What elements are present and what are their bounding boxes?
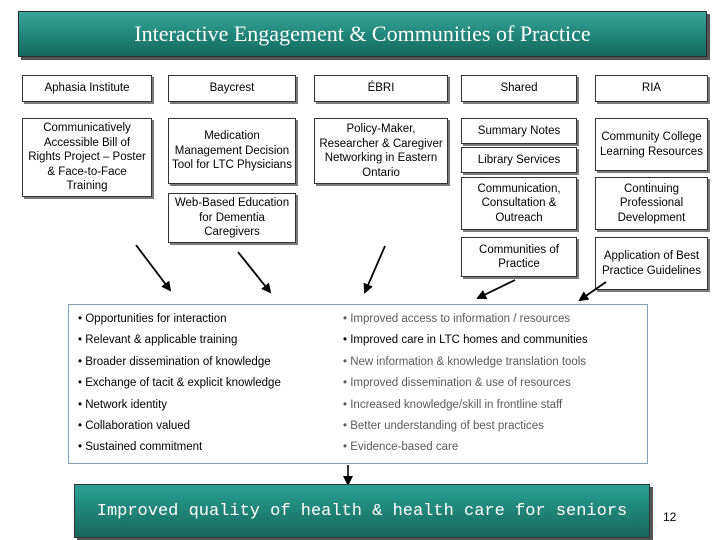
item-policy-networking: Policy-Maker, Researcher & Caregiver Networking in Eastern Ontario: [314, 118, 448, 184]
outcome-left-2: • Relevant & applicable training: [78, 334, 238, 346]
outcome-right-5: • Increased knowledge/skill in frontline staff: [343, 399, 563, 411]
outcome-right-1: • Improved access to information / resources: [343, 313, 571, 325]
arrow-baycrest-to-outcomes: [238, 252, 270, 292]
footer-text: Improved quality of health & health care for seniors: [96, 501, 628, 521]
outcome-left-1: • Opportunities for interaction: [78, 313, 227, 325]
item-dementia-education: Web-Based Education for Dementia Caregivers: [168, 193, 296, 243]
item-medication-tool: Medication Management Decision Tool for LTC Physicians: [168, 118, 296, 184]
arrow-ria-to-outcomes: [580, 282, 606, 300]
page-number: 12: [663, 510, 677, 524]
item-professional-development: Continuing Professional Development: [595, 177, 708, 230]
arrow-aphasia-to-outcomes: [136, 245, 170, 290]
page-title: Interactive Engagement & Communities of Practice: [134, 21, 591, 46]
item-summary-notes: Summary Notes: [461, 118, 577, 144]
header-baycrest: Baycrest: [168, 75, 296, 102]
item-communities-of-practice: Communities of Practice: [461, 237, 577, 277]
header-aphasia-institute: Aphasia Institute: [22, 75, 152, 102]
outcome-right-7: • Evidence-based care: [343, 441, 459, 453]
arrow-ebri-to-outcomes: [365, 246, 385, 292]
outcome-left-5: • Network identity: [78, 399, 168, 411]
outcome-right-2: • Improved care in LTC homes and communities: [343, 334, 588, 346]
item-college-resources: Community College Learning Resources: [595, 118, 708, 171]
item-library-services: Library Services: [461, 147, 577, 173]
outcome-right-6: • Better understanding of best practices: [343, 420, 544, 432]
outcome-left-6: • Collaboration valued: [78, 420, 191, 432]
header-ebri: ÉBRI: [314, 75, 448, 102]
item-best-practice-guidelines: Application of Best Practice Guidelines: [595, 237, 708, 290]
outcome-right-3: • New information & knowledge translation tools: [343, 356, 587, 368]
outcome-right-4: • Improved dissemination & use of resources: [343, 377, 571, 389]
outcome-left-7: • Sustained commitment: [78, 441, 203, 453]
item-communication-outreach: Communication, Consultation & Outreach: [461, 177, 577, 230]
header-ria: RIA: [595, 75, 708, 102]
outcome-left-4: • Exchange of tacit & explicit knowledge: [78, 377, 281, 389]
arrow-shared-to-outcomes: [478, 280, 515, 298]
item-bill-of-rights: Communicatively Accessible Bill of Rights Project – Poster & Face-to-Face Training: [22, 118, 152, 197]
outcome-left-3: • Broader dissemination of knowledge: [78, 356, 271, 368]
header-shared: Shared: [461, 75, 577, 102]
footer-banner: [74, 484, 650, 538]
